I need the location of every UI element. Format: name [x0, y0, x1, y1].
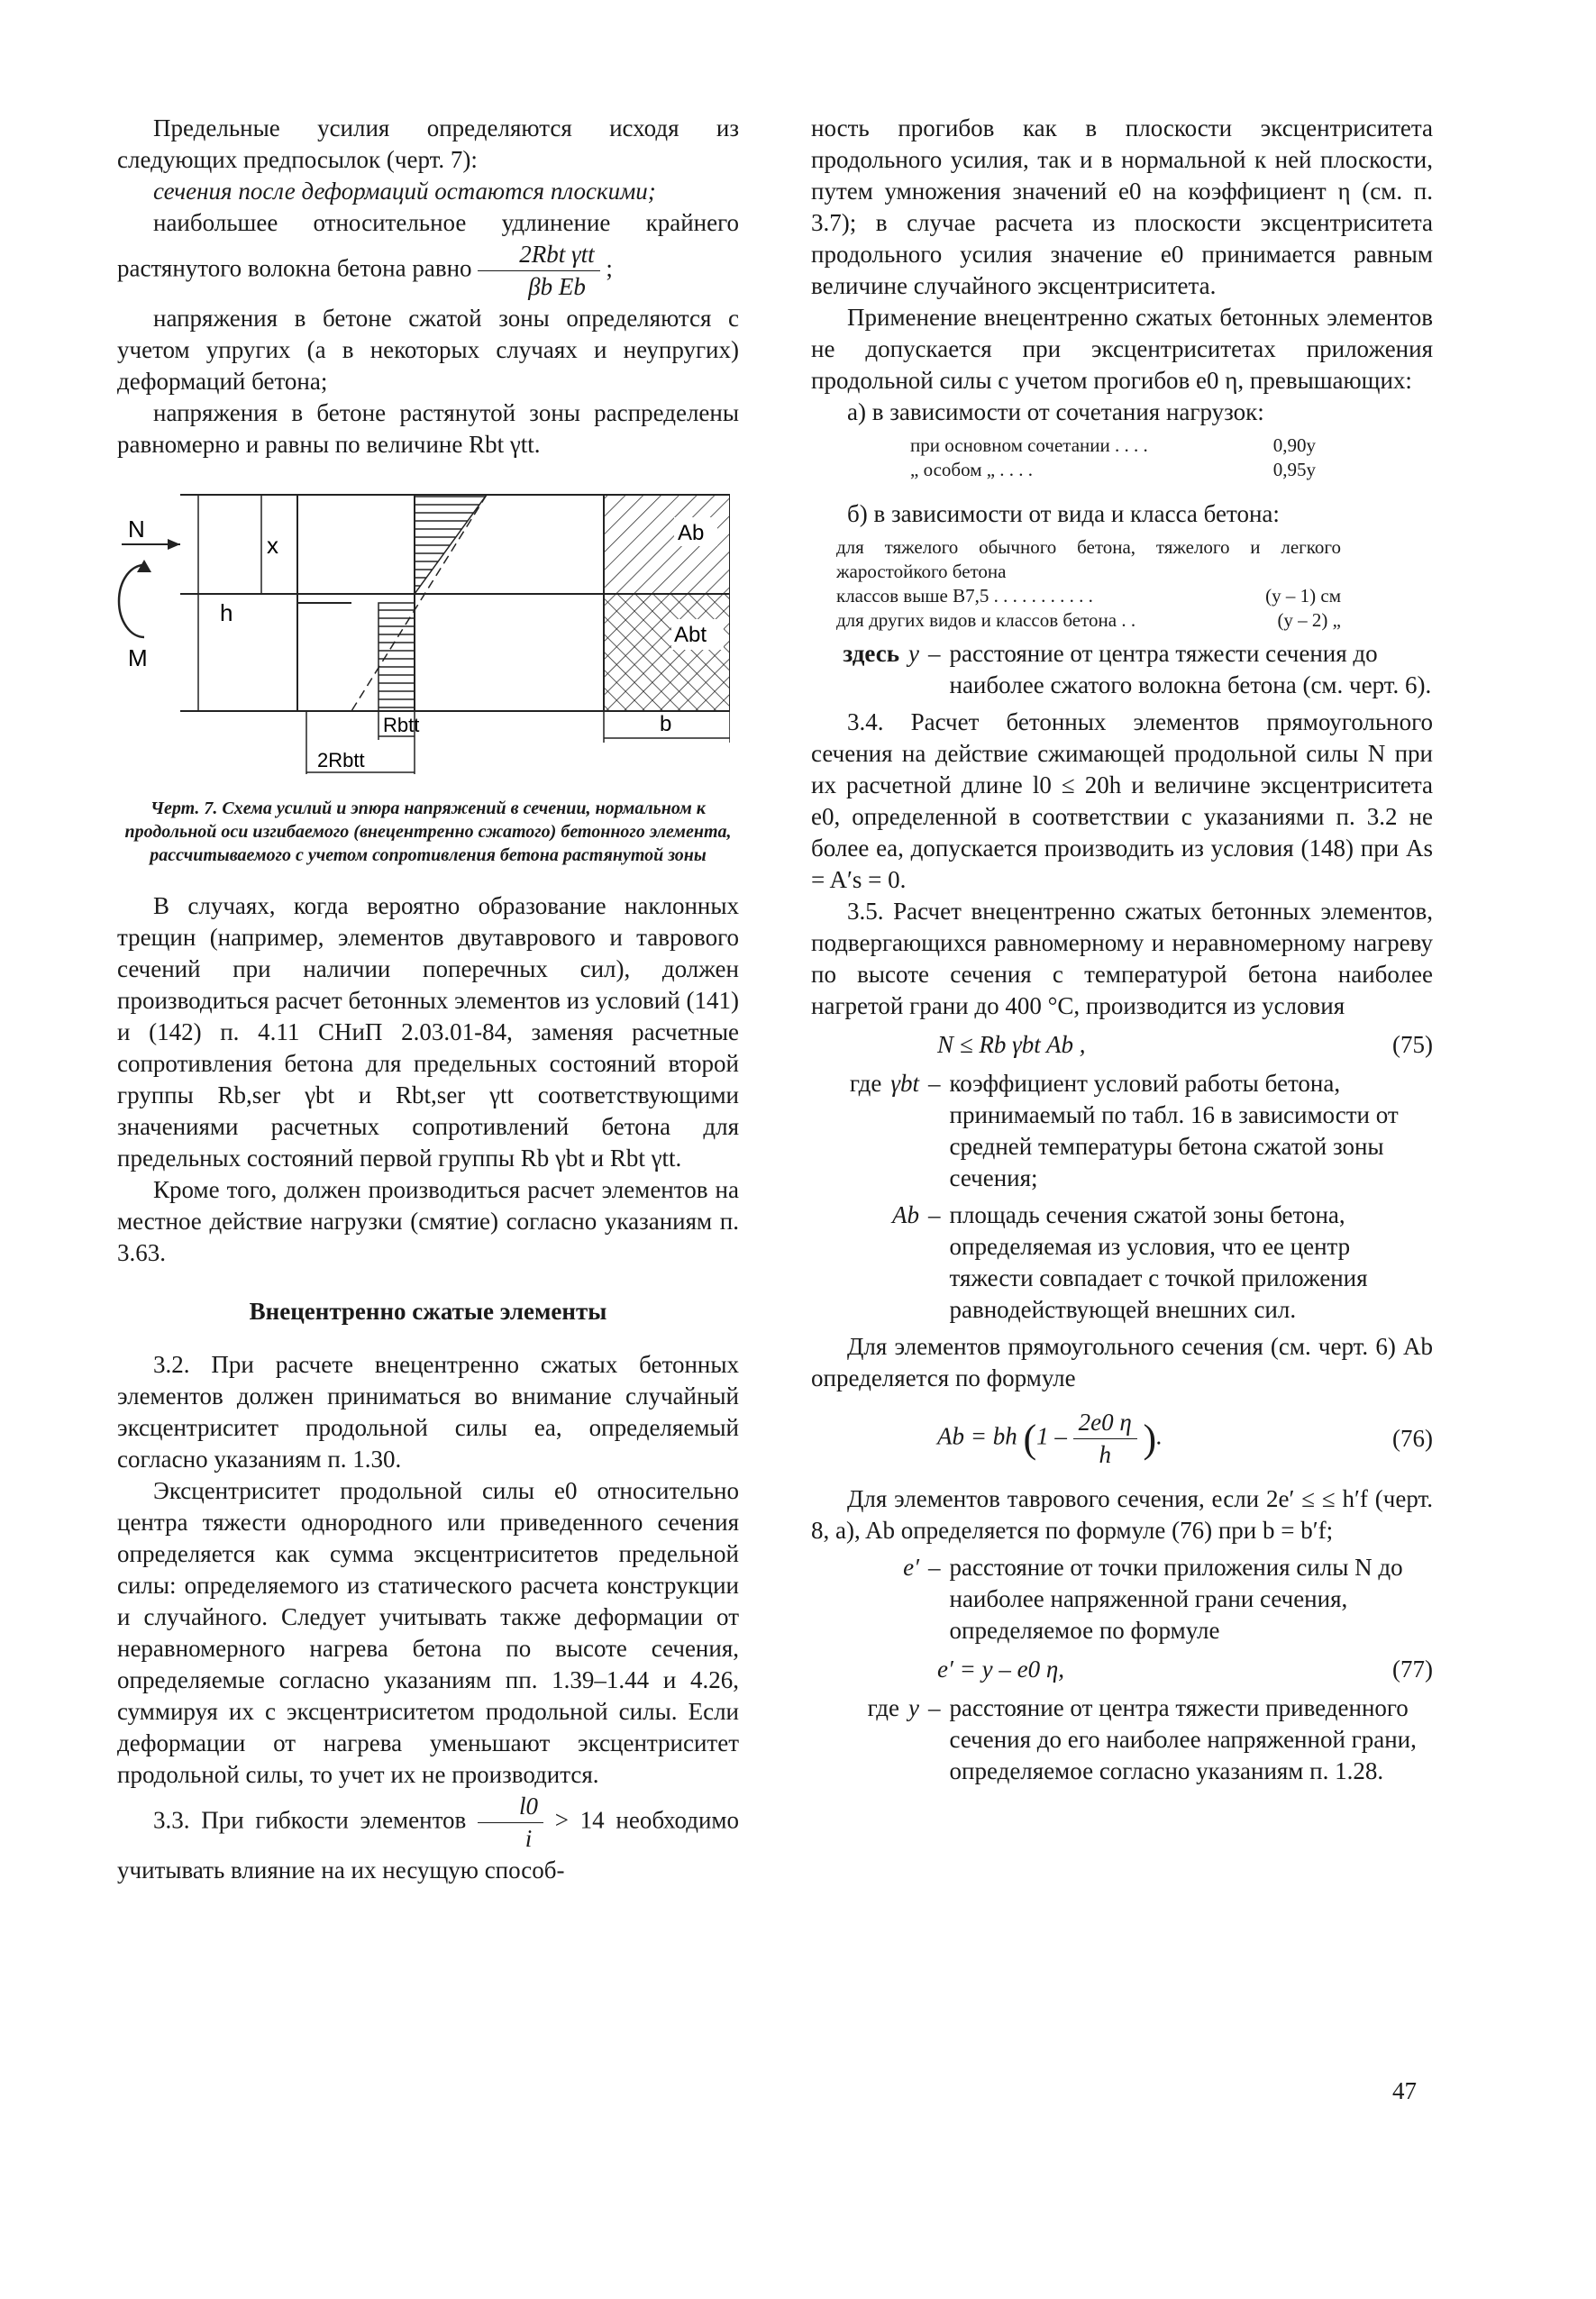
- label-ab: Ab: [678, 521, 705, 545]
- label-h: h: [220, 599, 233, 626]
- formula-76-fraction: $\frac{2e0 \eta}{h}$: [1073, 1407, 1137, 1471]
- label-x: x: [267, 532, 278, 559]
- left-column: [117, 113, 739, 1886]
- paragraph: Для элементов прямоугольного сечения (см. черт. 6) Ab определяется по формуле: [811, 1333, 1433, 1391]
- formula-75: N ≤ Rb γbt Ab , (75): [937, 1031, 1433, 1058]
- dimension-lines: [306, 711, 730, 774]
- force-symbols: [119, 495, 278, 711]
- label-2rbtt: 2Rbtt: [317, 749, 365, 771]
- list-item: „ особом „ . . . . 0,95y: [910, 459, 1316, 480]
- paragraph: наибольшее относительное удлинение крайнего растянутого волокна бетона равно $\frac{\text{2Rbt γtt}}{\text{βb Eb}}$ ;: [117, 207, 739, 303]
- paragraph: 3.5. Расчет внецентренно сжатых бетонных элементов, подвергающихся равномерному и неравномерному нагреву по высоте сечения с температурой бетона наиболее нагретой грани до 400 °С, производится из условия: [811, 898, 1433, 1019]
- load-combination-list: [811, 433, 1433, 482]
- slenderness-fraction: $\frac{l0}{i}$: [478, 1791, 543, 1855]
- strain-fraction: $\frac{\text{2Rbt γtt}}{\text{βb Eb}}$: [478, 239, 599, 303]
- label-rbtt: Rbtt: [383, 714, 420, 736]
- definition: здесь y – расстояние от центра тяжести сечения до наиболее сжатого волокна бетона (см. черт. 6).: [843, 640, 1432, 698]
- paragraph: 3.2. При расчете внецентренно сжатых бетонных элементов должен приниматься во внимание случайный эксцентриситет продольной силы ea, определяемый согласно указаниям п. 1.30.: [117, 1351, 739, 1473]
- paragraph: Для элементов таврового сечения, если 2e′ ≤ ≤ h′f (черт. 8, а), Ab определяется по формуле (76) при b = b′f;: [811, 1485, 1433, 1544]
- paragraph: сечения после деформаций остаются плоскими;: [153, 178, 656, 205]
- paragraph: 3.3. При гибкости элементов $\frac{l0}{i}$ > 14 необходимо учитывать влияние на их несущую способ-: [117, 1793, 739, 1884]
- paragraph: а) в зависимости от сочетания нагрузок:: [847, 398, 1264, 425]
- paragraph: ность прогибов как в плоскости эксцентриситета продольного усилия, так и в нормальной к ней плоскости, путем умножения значений e0 на коэффициент η (см. п. 3.7); в случае расчета из плоскости эксцентриситета продольного усилия значение e0 принимается равным величине случайного эксцентриситета.: [811, 114, 1433, 299]
- paragraph: Предельные усилия определяются исходя из следующих предпосылок (черт. 7):: [117, 114, 739, 173]
- paragraph: Применение внецентренно сжатых бетонных элементов не допускается при эксцентриситетах приложения продольной силы с учетом прогибов e0 η, превышающих:: [811, 304, 1433, 394]
- page-number: 47: [1392, 2077, 1417, 2104]
- formula-76: Ab = bh (1 – $\frac{2e0 \eta}{h}$ ). (76): [811, 1407, 1433, 1471]
- section-heading: Внецентренно сжатые элементы: [249, 1298, 607, 1325]
- list-item: классов выше В7,5 . . . . . . . . . . . (y – 1) см: [836, 585, 1341, 607]
- label-m: M: [128, 644, 148, 671]
- definition: где γbt – коэффициент условий работы бетона, принимаемый по табл. 16 в зависимости от средней температуры бетона сжатой зоны сечения;: [849, 1070, 1399, 1191]
- formula-77: e′ = y – e0 η, (77): [937, 1656, 1433, 1683]
- paragraph: Эксцентриситет продольной силы e0 относительно центра тяжести однородного или приведенного сечения определяется как сумма эксцентриситетов предельной силы: определяемого из статического расчета конструкции и случайного. Следует учитывать также деформации от неравномерного нагрева бетона по высоте сечения, определяемые согласно указаниям пп. 1.39–1.44 и 4.26, суммируя их с эксцентриситетом продольной силы. Если деформации от нагрева уменьшают эксцентриситет продольной силы, то учет их не производится.: [117, 1477, 739, 1788]
- definition: e′ – расстояние от точки приложения силы N до наиболее напряженной грани сечения, определяемое по формуле: [903, 1554, 1403, 1644]
- figure-caption: Черт. 7. Схема усилий и эпюра напряжений в сечении, нормальном к продольной оси изгибаемого (внецентренно сжатого) бетонного элемента, рассчитываемого с учетом сопротивления бетона растянутой зоны: [124, 798, 732, 865]
- right-column: [811, 113, 1433, 1793]
- stress-epure: [351, 495, 487, 711]
- label-abt: Abt: [674, 623, 707, 647]
- list-item: для тяжелого обычного бетона, тяжелого и легкого жаростойкого бетона: [836, 536, 1341, 582]
- definition: Ab – площадь сечения сжатой зоны бетона, определяемая из условия, что ее центр тяжести совпадает с точкой приложения равнодействующей внешних сил.: [892, 1201, 1368, 1323]
- paragraph: Кроме того, должен производиться расчет элементов на местное действие нагрузки (смятие) согласно указаниям п. 3.63.: [117, 1176, 739, 1266]
- concrete-class-list: [811, 535, 1433, 633]
- paragraph: напряжения в бетоне растянутой зоны распределены равномерно и равны по величине Rbt γtt.: [117, 399, 739, 458]
- paragraph: 3.4. Расчет бетонных элементов прямоугольного сечения на действие сжимающей продольной силы N при их расчетной длине l0 ≤ 20h и величине эксцентриситета e0, определенной в соответствии с указаниями п. 3.2 не более ea, допускается производить из условия (148) при As = A′s = 0.: [811, 708, 1433, 893]
- label-n: N: [128, 515, 145, 543]
- paragraph: напряжения в бетоне сжатой зоны определяются с учетом упругих (а в некоторых случаях и неупругих) деформаций бетона;: [117, 305, 739, 395]
- paragraph: В случаях, когда вероятно образование наклонных трещин (например, элементов двутаврового и таврового сечений при наличии поперечных сил), должен производиться расчет бетонных элементов из условий (141) и (142) п. 4.11 СНиП 2.03.01-84, заменяя расчетные сопротивления бетона для предельных состояний второй группы Rb,ser γbt и Rbt,ser γtt соответствующими значениями расчетных сопротивлений бетона для предельных состояний первой группы Rb γbt и Rbt γtt.: [117, 892, 739, 1172]
- cross-section: [604, 495, 730, 711]
- definition: где y – расстояние от центра тяжести приведенного сечения до его наиболее напряженной грани, определяемое согласно указаниям п. 1.28.: [867, 1694, 1417, 1784]
- stress-diagram: [108, 477, 730, 788]
- list-item: при основном сочетании . . . . 0,90y: [910, 434, 1316, 456]
- list-item: для других видов и классов бетона . . (y – 2) „: [836, 609, 1341, 631]
- label-b: b: [660, 712, 672, 736]
- paragraph: б) в зависимости от вида и класса бетона:: [847, 500, 1280, 527]
